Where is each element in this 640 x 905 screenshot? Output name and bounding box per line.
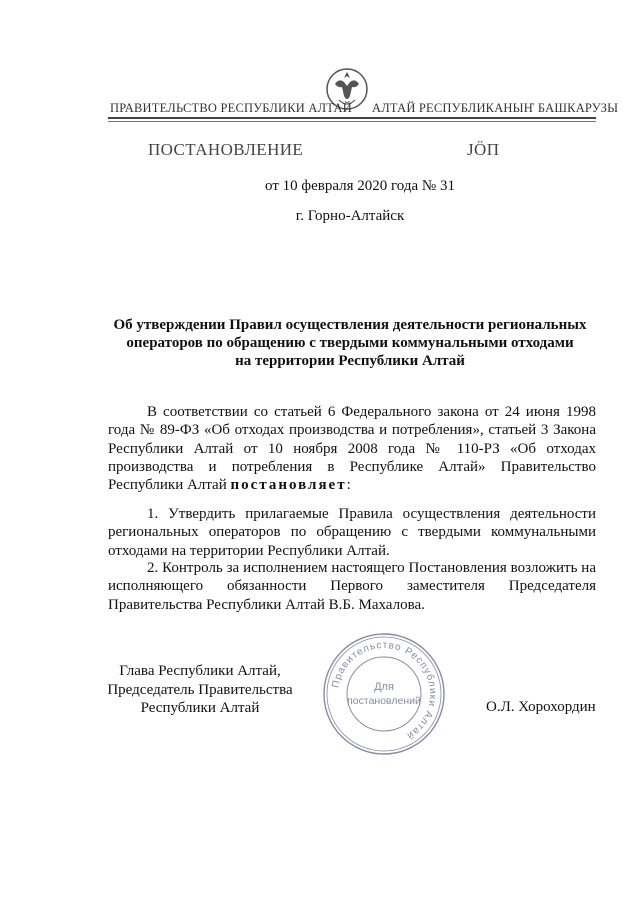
title-line: операторов по обращению с твердыми коммунальными отходами (126, 335, 574, 351)
signatory-name: О.Л. Хорохордин (486, 699, 596, 715)
signatory-title (80, 662, 320, 718)
doc-type-ru: ПОСТАНОВЛЕНИЕ (148, 140, 304, 159)
signatory-title-line: Республики Алтай (140, 700, 260, 716)
doc-type-alt: ЈӦП (467, 140, 500, 159)
stamp-inner-line: Для (374, 681, 394, 693)
decree-word: постановляет (230, 477, 347, 494)
official-stamp (320, 630, 448, 758)
header-right-text: АЛТАЙ РЕСПУБЛИКАНЫҤ БАШКАРУЗЫ (372, 101, 619, 115)
stamp-ring-text: Правительство Республики Алтай (330, 639, 439, 742)
intro-paragraph (108, 403, 596, 494)
stamp-inner-line: постановлений (347, 695, 421, 707)
intro-text: В соответствии со статьей 6 Федерального закона от 24 июня 1998 года № 89-ФЗ «Об отходах производства и потребления», статьей 3 Закона Республики Алтай от 10 ноября 2008 года № 110-РЗ «Об отходах производства и потребления в Республике Алтай» Правительство Республики Алтай (108, 404, 596, 494)
document-city: г. Горно-Алтайск (295, 208, 405, 224)
document-title (100, 316, 600, 370)
title-line: Об утверждении Правил осуществления деятельности региональных (113, 317, 587, 333)
header-rule-thick (108, 117, 596, 119)
signatory-title-line: Председатель Правительства (107, 681, 293, 698)
decree-item-2: 2. Контроль за исполнением настоящего Постановления возложить на исполняющего обязанности Первого заместителя Председателя Правительства Республики Алтай В.Б. Махалова. (108, 560, 596, 613)
decree-item-1: 1. Утвердить прилагаемые Правила осуществления деятельности региональных операторов по обращению с твердыми коммунальными отходами на территории Республики Алтай. (108, 506, 596, 559)
decree-colon: : (346, 477, 351, 494)
header-left-text: ПРАВИТЕЛЬСТВО РЕСПУБЛИКИ АЛТАЙ (110, 101, 352, 115)
header-rule-thin (108, 121, 596, 122)
title-line: на территории Республики Алтай (235, 353, 465, 369)
signatory-title-line: Глава Республики Алтай, (119, 663, 281, 679)
document-date: от 10 февраля 2020 года № 31 (265, 178, 455, 194)
